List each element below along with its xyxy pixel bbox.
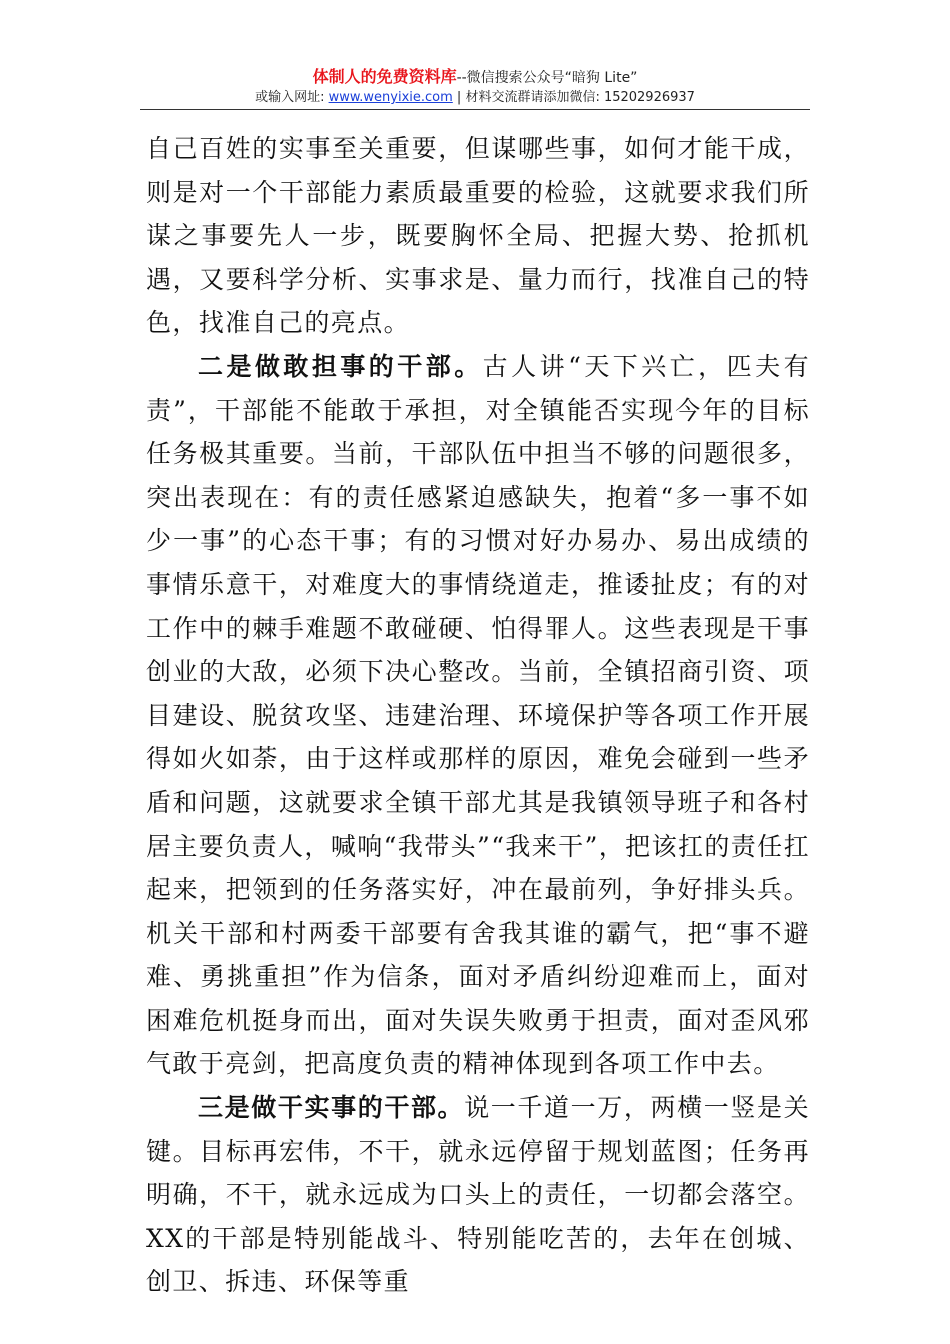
paragraph-dare-to-take-responsibility xyxy=(146,345,810,1086)
header-divider xyxy=(140,109,810,110)
paragraph-text: 自己百姓的实事至关重要，但谋哪些事，如何才能干成，则是对一个干部能力素质最重要的检验，这就要求我们所谋之事要先人一步，既要胸怀全局、把握大势、抢抓机遇，又要科学分析、实事求是、量力而行，找准自己的特色，找准自己的亮点。 xyxy=(146,134,810,338)
paragraph-continuation xyxy=(146,127,810,345)
header-contact-line xyxy=(140,89,810,107)
website-link[interactable]: www.wenyixie.com xyxy=(328,90,453,105)
document-body xyxy=(146,127,810,1304)
page-header xyxy=(140,66,810,107)
paragraph-text: 古人讲“天下兴亡，匹夫有责”，干部能不能敢于承担，对全镇能否实现今年的目标任务极其重要。当前，干部队伍中担当不够的问题很多，突出表现在：有的责任感紧迫感缺失，抱着“多一事不如少一事”的心态干事；有的习惯对好办易办、易出成绩的事情乐意干，对难度大的事情绕道走，推诿扯皮；有的对工作中的棘手难题不敢碰硬、怕得罪人。这些表现是干事创业的大敌，必须下决心整改。当前，全镇招商引资、项目建设、脱贫攻坚、违建治理、环境保护等各项工作开展得如火如荼，由于这样或那样的原因，难免会碰到一些矛盾和问题，这就要求全镇干部尤其是我镇领导班子和各村居主要负责人，喊响“我带头”“我来干”，把该扛的责任扛起来，把领到的任务落实好，冲在最前列，争好排头兵。机关干部和村两委干部要有舍我其谁的霸气，把“事不避难、勇挑重担”作为信条，面对矛盾纠纷迎难而上，面对困难危机挺身而出，面对失误失败勇于担责，面对歪风邪气敢于亮剑，把高度负责的精神体现到各项工作中去。 xyxy=(146,351,810,1079)
brand-suffix: --微信搜索公众号“暗狗 Lite” xyxy=(456,70,638,86)
paragraph-lead: 二是做敢担事的干部。 xyxy=(198,351,483,381)
contact-suffix: | 材料交流群请添加微信: 15202926937 xyxy=(452,90,695,105)
url-prefix: 或输入网址: xyxy=(255,90,329,105)
paragraph-text: 说一千道一万，两横一竖是关键。目标再宏伟，不干，就永远停留于规划蓝图；任务再明确，不干，就永远成为口头上的责任，一切都会落空。XX的干部是特别能战斗、特别能吃苦的，去年在创城、创卫、拆违、环保等重 xyxy=(146,1093,810,1297)
brand-name: 体制人的免费资料库 xyxy=(312,67,457,86)
header-title-line xyxy=(140,66,810,89)
paragraph-lead: 三是做干实事的干部。 xyxy=(198,1093,465,1123)
paragraph-do-practical-work xyxy=(146,1086,810,1304)
